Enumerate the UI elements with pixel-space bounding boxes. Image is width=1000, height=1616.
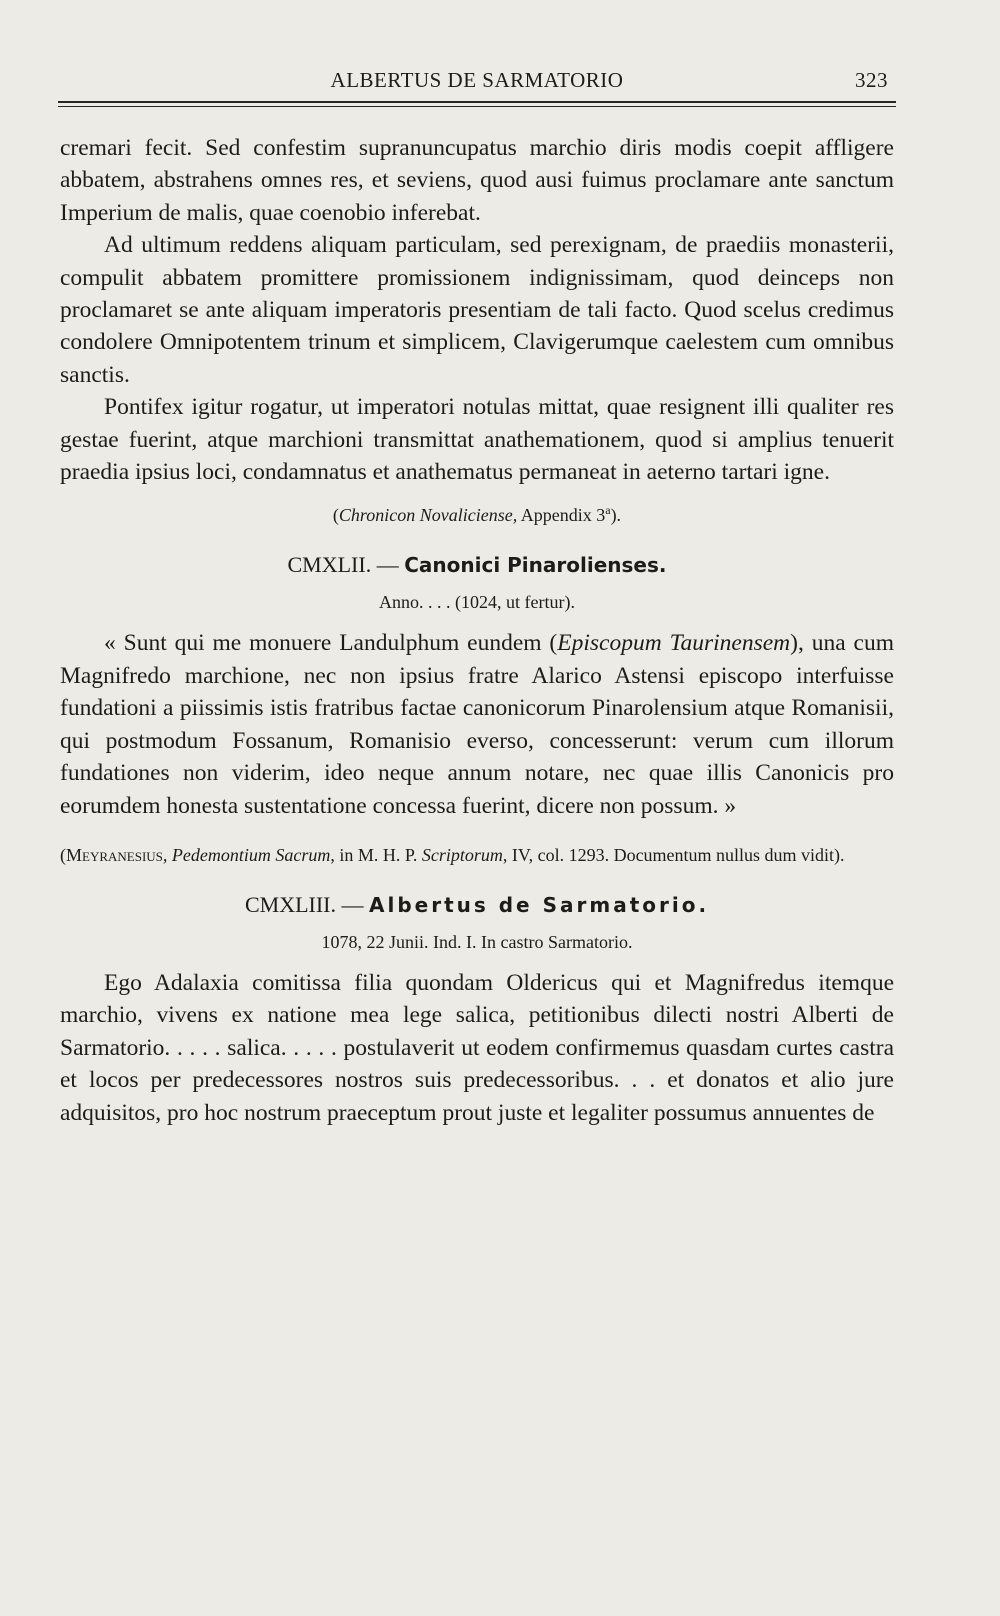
source-work-title: Chronicon Novaliciense, bbox=[338, 505, 518, 526]
document-heading-943 bbox=[60, 892, 894, 918]
running-header bbox=[60, 68, 894, 96]
document-number: CMXLII. — bbox=[287, 552, 405, 578]
document-number: CMXLIII. — bbox=[244, 891, 369, 917]
page-body bbox=[60, 132, 894, 1129]
document-date: Anno. . . . (1024, ut fertur). bbox=[379, 592, 575, 613]
paragraph-3: Pontifex igitur rogatur, ut imperatori notulas mittat, quae resignent illi qualiter res gestae fuerint, atque marchioni transmittat anathemationem, quod si amplius tenuerit praedia ipsius loci, condamnatus et anathematus permaneat in aeterno tartari igne. bbox=[60, 394, 894, 486]
source-citation-2: (Meyranesius, Pedemontium Sacrum, in M. H. P. Scriptorum, IV, col. 1293. Documentum nullus dum vidit). bbox=[60, 844, 845, 865]
document-date: 1078, 22 Junii. Ind. I. In castro Sarmatorio. bbox=[321, 931, 633, 952]
document-heading-942 bbox=[60, 552, 894, 578]
document-text-942: « Sunt qui me monuere Landulphum eundem (Episcopum Taurinensem), una cum Magnifredo marchione, nec non ipsius fratre Alarico Astensi episcopo interfuisse fundationi a piissimis istis fratribus factae canonicorum Pinarolensium atque Romanisii, qui postmodum Fossanum, Romanisio everso, concesserunt: verum cum illorum fundationes non viderim, ideo neque annum notare, nec quae illis Canonicis pro eorumdem honesta sustentatione concessa fuerint, dicere non possum. » bbox=[60, 630, 894, 819]
document-title: Albertus de Sarmatorio. bbox=[369, 892, 710, 917]
source-citation-1: (Chronicon Novaliciense, Appendix 3$^a$). bbox=[332, 503, 622, 526]
header-rule-thin bbox=[58, 106, 896, 107]
source-author: Meyranesius bbox=[66, 844, 163, 865]
source-series: Scriptorum bbox=[421, 844, 503, 865]
paragraph-2: Ad ultimum reddens aliquam particulam, sed perexignam, de praediis monasterii, compulit abbatem promittere promissionem indignissimam, quod deinceps non proclamaret se ante aliquam imperatoris presentiam de tali facto. Quod scelus credimus condolere Omnipotentem trinum et simplicem, Clavigerumque caelestem cum omnibus sanctis. bbox=[60, 232, 894, 388]
running-title: ALBERTUS DE SARMATORIO bbox=[330, 68, 624, 92]
paragraph-1: cremari fecit. Sed confestim supranuncupatus marchio diris modis coepit affligere abbatem, abstrahens omnes res, et seviens, quod ausi fuimus proclamare ante sanctum Imperium de malis, quae coenobio inferebat. bbox=[60, 135, 894, 226]
document-title: Canonici Pinarolienses. bbox=[404, 553, 667, 578]
source-work-title: Pedemontium Sacrum bbox=[171, 844, 331, 865]
document-text-943: Ego Adalaxia comitissa filia quondam Oldericus qui et Magnifredus itemque marchio, vivens ex natione mea lege salica, petitionibus dilecti nostri Alberti de Sarmatorio. . . . . salica. . . . . postulaverit ut eodem confirmemus quasdam curtes castra et locos per predecessores nostros suis predecessoribus. . . et donatos et alio jure adquisitos, pro hoc nostrum praeceptum prout juste et legaliter possumus annuentes de bbox=[60, 969, 894, 1126]
italic-term: Episcopum Taurinensem bbox=[557, 630, 791, 657]
page-number: 323 bbox=[855, 68, 888, 92]
header-rule bbox=[58, 101, 896, 103]
